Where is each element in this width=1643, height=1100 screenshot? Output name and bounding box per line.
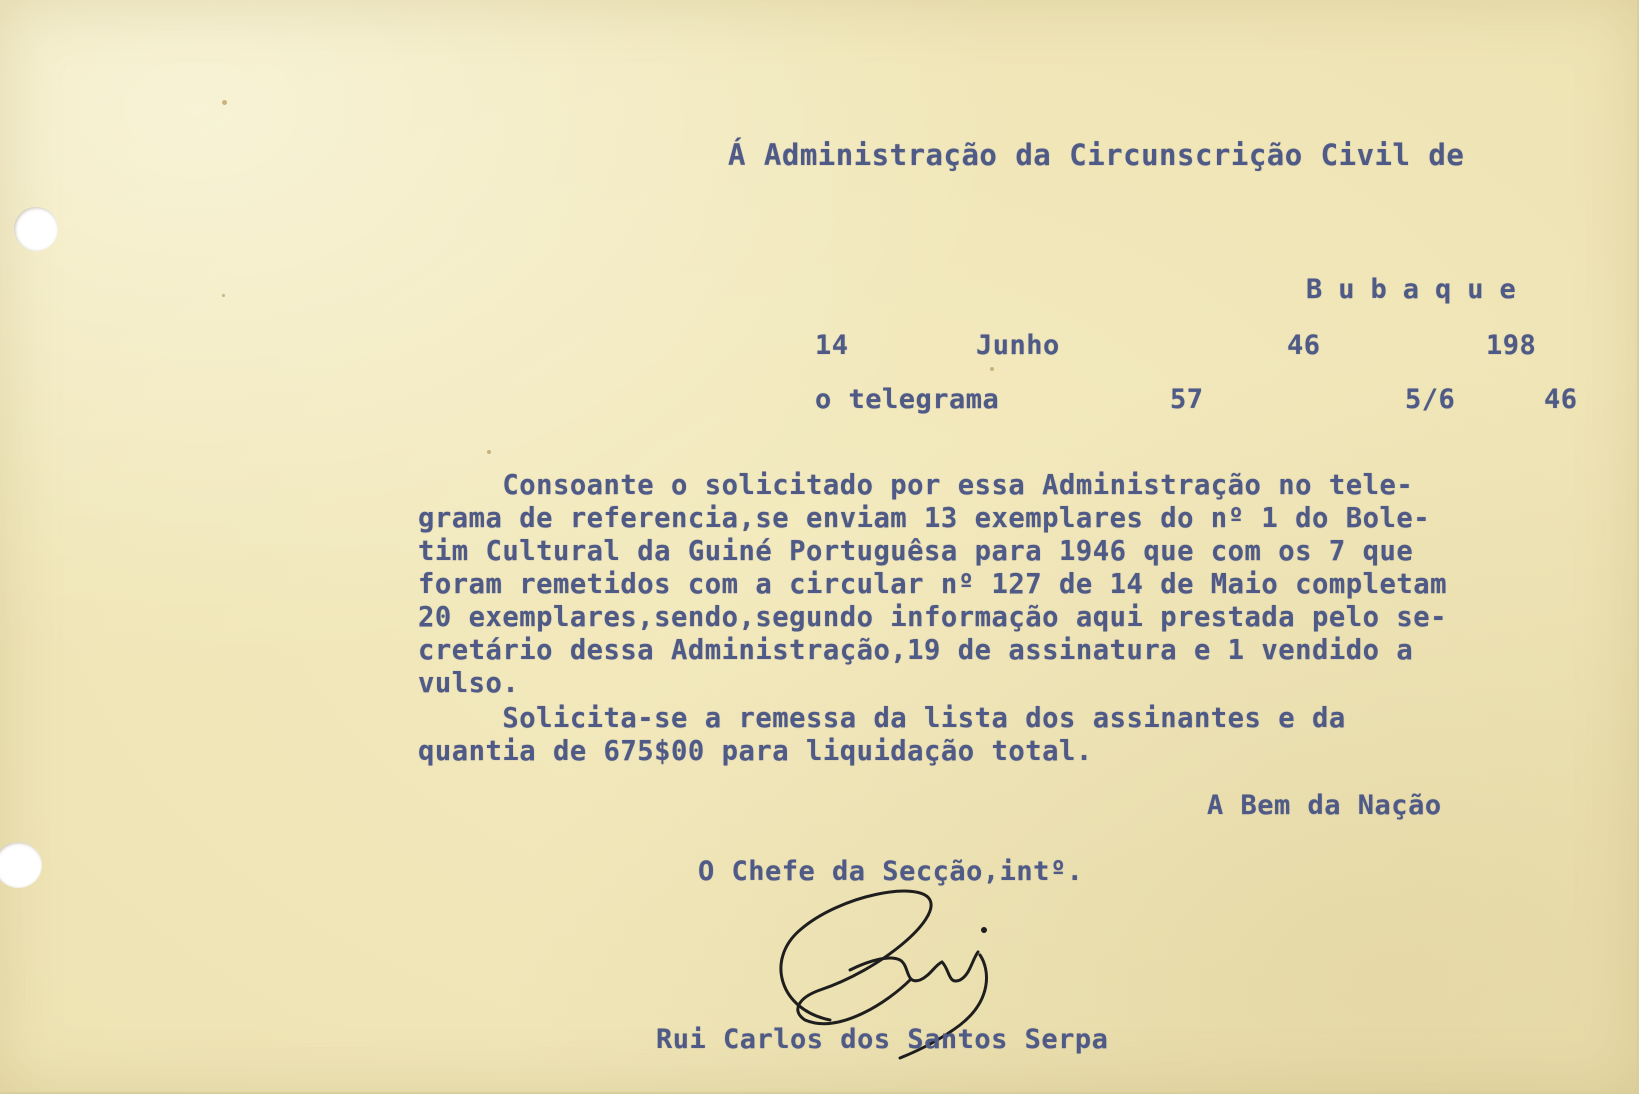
body-line: foram remetidos com a circular nº 127 de 14 de Maio completam (418, 569, 1447, 600)
closing-salutation: A Bem da Nação (1207, 790, 1442, 821)
date-month: Junho (976, 330, 1060, 361)
reference-date: 5/6 (1405, 384, 1456, 415)
date-prefix: 198 (1486, 330, 1537, 361)
punch-hole-bottom (0, 842, 42, 888)
reference-label: o telegrama (815, 384, 1000, 415)
body-line: tim Cultural da Guiné Portuguêsa para 1946 que com os 7 que (418, 536, 1414, 567)
signer-title: O Chefe da Secção,intº. (698, 856, 1084, 887)
addressee-line: Á Administração da Circunscrição Civil de (728, 138, 1465, 172)
body-line: grama de referencia,se enviam 13 exemplares do nº 1 do Bole- (418, 503, 1431, 534)
signer-name: Rui Carlos dos Santos Serpa (656, 1024, 1109, 1055)
paper-speck (990, 367, 994, 371)
body-line: vulso. (418, 668, 520, 699)
body-line: quantia de 675$00 para liquidação total. (418, 736, 1093, 767)
punch-hole-top (14, 207, 58, 251)
body-line: Solicita-se a remessa da lista dos assinantes e da (418, 703, 1346, 734)
paper-speck (222, 100, 227, 105)
date-day: 14 (815, 330, 849, 361)
reference-year: 46 (1544, 384, 1578, 415)
body-line: Consoante o solicitado por essa Administração no tele- (418, 470, 1414, 501)
body-line: cretário dessa Administração,19 de assinatura e 1 vendido a (418, 635, 1414, 666)
place-name: Bubaque (1306, 274, 1532, 305)
date-year: 46 (1287, 330, 1321, 361)
body-line: 20 exemplares,sendo,segundo informação aqui prestada pelo se- (418, 602, 1447, 633)
reference-number: 57 (1170, 384, 1204, 415)
paper-speck (487, 450, 491, 454)
paper-speck (222, 294, 225, 297)
